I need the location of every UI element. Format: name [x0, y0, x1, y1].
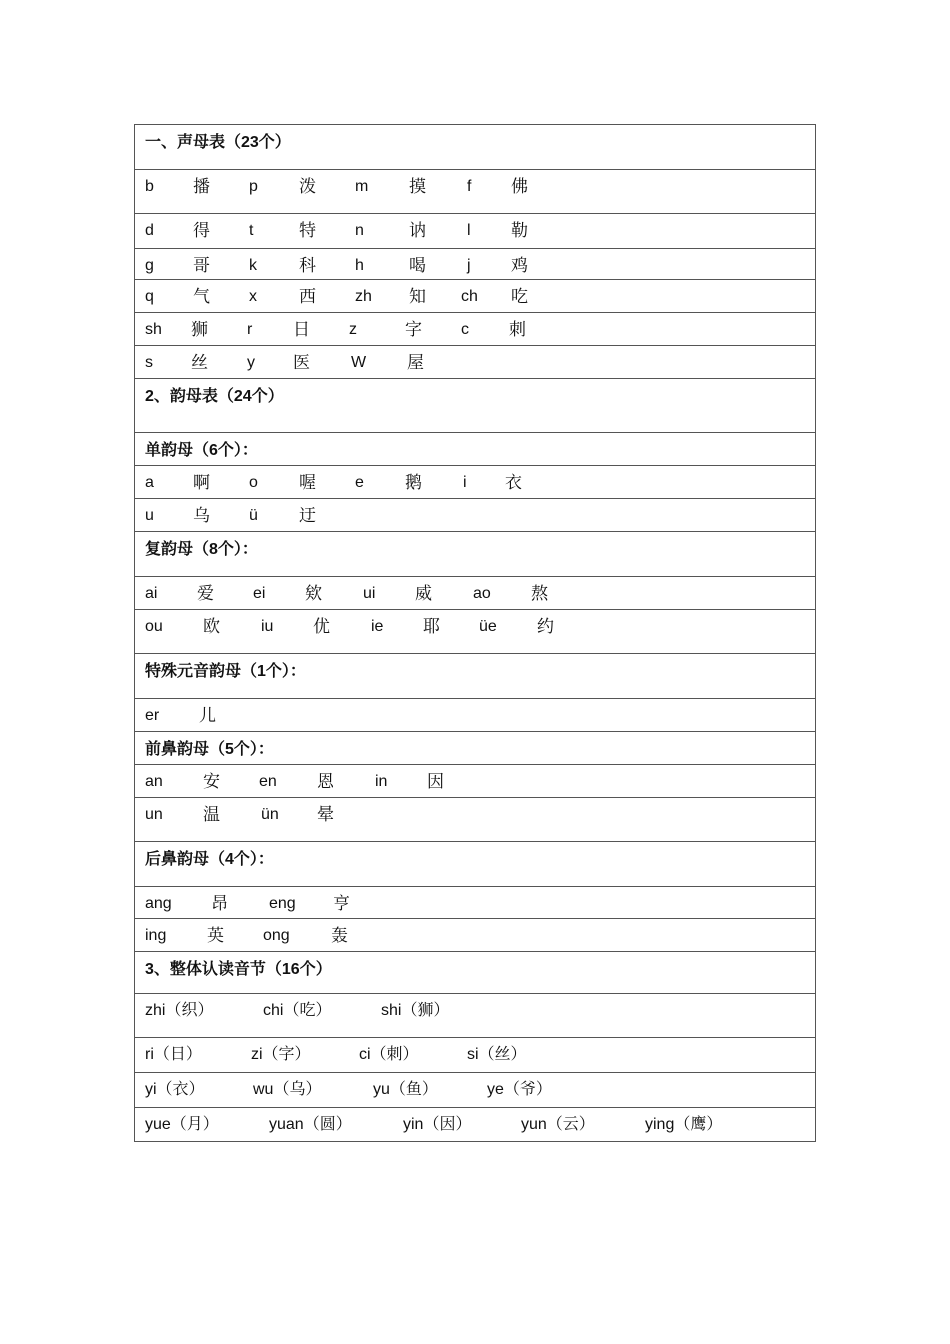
compound-header-row [135, 531, 815, 576]
table-row [135, 498, 815, 531]
pinyin-symbol: in [375, 773, 388, 790]
pinyin-symbol: c [461, 321, 469, 338]
example-character: 狮 [191, 320, 208, 340]
syllable-item: wu（乌） [253, 1081, 322, 1098]
pinyin-symbol: ang [145, 895, 172, 912]
example-character: 佛 [511, 177, 528, 197]
example-character: 啊 [193, 473, 210, 493]
table-row [135, 169, 815, 213]
table-row [135, 1037, 815, 1072]
pinyin-symbol: f [467, 178, 472, 195]
pinyin-symbol: g [145, 257, 154, 274]
example-character: 播 [193, 177, 210, 197]
pinyin-symbol: u [145, 507, 154, 524]
front-nasal-header-row [135, 731, 815, 764]
example-character: 气 [193, 287, 210, 307]
example-character: 泼 [299, 177, 316, 197]
example-character: 日 [293, 320, 310, 340]
pinyin-symbol: W [351, 354, 367, 371]
single-header-row [135, 432, 815, 465]
table-row [135, 609, 815, 653]
example-character: 刺 [509, 320, 526, 340]
pinyin-symbol: n [355, 222, 364, 239]
example-character: 字 [405, 320, 422, 340]
example-character: 温 [203, 805, 220, 825]
pinyin-symbol: m [355, 178, 369, 195]
example-character: 得 [193, 221, 210, 241]
example-character: 安 [203, 772, 220, 792]
table-row [135, 993, 815, 1037]
pinyin-symbol: a [145, 474, 154, 491]
example-character: 勒 [511, 221, 528, 241]
pinyin-symbol: ie [371, 618, 384, 635]
pinyin-symbol: t [249, 222, 254, 239]
example-character: 威 [415, 584, 432, 604]
front-nasal-title: 前鼻韵母（5个）： [145, 741, 274, 758]
pinyin-symbol: an [145, 773, 163, 790]
table-row [135, 1107, 815, 1141]
pinyin-symbol: s [145, 354, 153, 371]
compound-finals-title: 复韵母（8个）： [145, 541, 258, 558]
example-character: 吃 [511, 287, 528, 307]
example-character: 恩 [317, 772, 334, 792]
whole-header-row [135, 951, 815, 993]
example-character: 爱 [197, 584, 214, 604]
example-character: 因 [427, 772, 444, 792]
back-nasal-title: 后鼻韵母（4个）： [145, 851, 274, 868]
initials-title: 一、声母表（23个） [145, 134, 291, 151]
syllable-item: shi（狮） [381, 1002, 450, 1019]
syllable-item: chi（吃） [263, 1002, 332, 1019]
example-character: 喝 [409, 256, 426, 276]
pinyin-symbol: eng [269, 895, 296, 912]
pinyin-symbol: l [467, 222, 471, 239]
example-character: 屋 [407, 353, 424, 373]
pinyin-symbol: üe [479, 618, 497, 635]
table-row [135, 886, 815, 918]
pinyin-table [134, 124, 816, 1142]
pinyin-symbol: er [145, 707, 160, 724]
syllable-item: yu（鱼） [373, 1081, 438, 1098]
table-row [135, 698, 815, 731]
example-character: 欧 [203, 617, 220, 637]
pinyin-symbol: en [259, 773, 277, 790]
syllable-item: ri（日） [145, 1046, 202, 1063]
example-character: 知 [409, 287, 426, 307]
table-row [135, 248, 815, 279]
pinyin-symbol: o [249, 474, 258, 491]
special-header-row [135, 653, 815, 698]
example-character: 西 [299, 287, 316, 307]
table-row [135, 797, 815, 841]
pinyin-symbol: d [145, 222, 154, 239]
finals-title: 2、韵母表（24个） [145, 388, 284, 405]
pinyin-symbol: r [247, 321, 253, 338]
pinyin-symbol: p [249, 178, 258, 195]
syllable-item: yi（衣） [145, 1081, 205, 1098]
initials-header-row [135, 125, 815, 169]
pinyin-symbol: ou [145, 618, 163, 635]
pinyin-symbol: ong [263, 927, 290, 944]
table-row [135, 918, 815, 951]
example-character: 衣 [505, 473, 522, 493]
syllable-item: ye（爷） [487, 1081, 552, 1098]
pinyin-symbol: x [249, 288, 257, 305]
example-character: 晕 [317, 805, 334, 825]
syllable-item: yun（云） [521, 1116, 595, 1133]
example-character: 乌 [193, 506, 210, 526]
pinyin-symbol: b [145, 178, 154, 195]
pinyin-symbol: sh [145, 321, 162, 338]
back-nasal-header-row [135, 841, 815, 886]
table-row [135, 764, 815, 797]
syllable-item: si（丝） [467, 1046, 527, 1063]
example-character: 讷 [409, 221, 426, 241]
pinyin-symbol: ao [473, 585, 491, 602]
table-row [135, 345, 815, 378]
example-character: 鹅 [405, 473, 422, 493]
example-character: 儿 [199, 706, 216, 726]
example-character: 欸 [305, 584, 322, 604]
example-character: 约 [537, 617, 554, 637]
example-character: 耶 [423, 617, 440, 637]
table-row [135, 465, 815, 498]
pinyin-symbol: un [145, 806, 163, 823]
pinyin-symbol: z [349, 321, 357, 338]
syllable-item: yuan（圆） [269, 1116, 352, 1133]
example-character: 轰 [331, 926, 348, 946]
syllable-item: ci（刺） [359, 1046, 419, 1063]
table-row [135, 576, 815, 609]
pinyin-symbol: ai [145, 585, 158, 602]
syllable-item: yin（因） [403, 1116, 472, 1133]
single-finals-title: 单韵母（6个）： [145, 442, 258, 459]
table-row [135, 279, 815, 312]
pinyin-symbol: h [355, 257, 364, 274]
pinyin-symbol: ui [363, 585, 376, 602]
pinyin-symbol: ch [461, 288, 478, 305]
example-character: 摸 [409, 177, 426, 197]
example-character: 鸡 [511, 256, 528, 276]
finals-header-row [135, 378, 815, 432]
whole-syllables-title: 3、整体认读音节（16个） [145, 961, 332, 978]
pinyin-symbol: iu [261, 618, 274, 635]
example-character: 优 [313, 617, 330, 637]
example-character: 亨 [333, 894, 350, 914]
example-character: 迂 [299, 506, 316, 526]
example-character: 哥 [193, 256, 210, 276]
pinyin-symbol: y [247, 354, 255, 371]
table-row [135, 213, 815, 248]
example-character: 英 [207, 926, 224, 946]
syllable-item: ying（鹰） [645, 1116, 723, 1133]
pinyin-symbol: q [145, 288, 154, 305]
pinyin-symbol: ün [261, 806, 279, 823]
pinyin-symbol: j [467, 257, 471, 274]
example-character: 医 [293, 353, 310, 373]
pinyin-symbol: ei [253, 585, 266, 602]
special-finals-title: 特殊元音韵母（1个）： [145, 663, 306, 680]
syllable-item: yue（月） [145, 1116, 219, 1133]
example-character: 喔 [299, 473, 316, 493]
table-row [135, 312, 815, 345]
example-character: 特 [299, 221, 316, 241]
pinyin-symbol: e [355, 474, 364, 491]
pinyin-symbol: ing [145, 927, 167, 944]
pinyin-symbol: k [249, 257, 257, 274]
pinyin-symbol: zh [355, 288, 372, 305]
example-character: 昂 [211, 894, 228, 914]
pinyin-symbol: i [463, 474, 467, 491]
table-row [135, 1072, 815, 1107]
syllable-item: zhi（织） [145, 1002, 214, 1019]
example-character: 丝 [191, 353, 208, 373]
pinyin-symbol: ü [249, 507, 258, 524]
example-character: 熬 [531, 584, 548, 604]
syllable-item: zi（字） [251, 1046, 311, 1063]
example-character: 科 [299, 256, 316, 276]
